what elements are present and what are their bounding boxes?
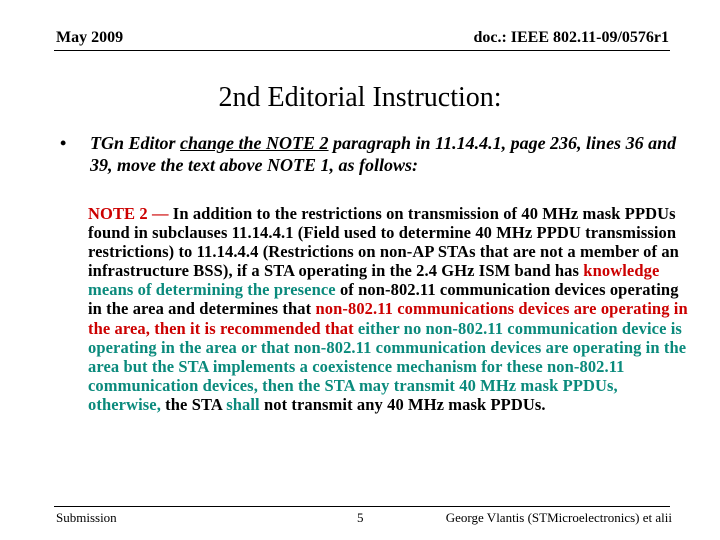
note-segment: not transmit any 40 MHz mask PPDUs. [259, 394, 546, 414]
note-segment: of non-802.11 communication devices operating in the area and determines that [88, 280, 679, 319]
header-date: May 2009 [56, 29, 124, 46]
header-doc-id: doc.: IEEE 802.11-09/0576r1 [473, 29, 669, 46]
bullet-marker: • [60, 133, 67, 153]
note-segment: knowledge [583, 261, 660, 281]
note-paragraph [88, 204, 688, 414]
bullet-text-part2: paragraph in 11.14.4.1, page 236, lines 36 and 39, move the text above NOTE 1, as follows: [90, 133, 677, 175]
slide-title: 2nd Editorial Instruction: [218, 82, 502, 113]
note-segment: means of determining the presence [88, 280, 336, 300]
note-segment: either no non-802.11 communication device is operating in the area or that non-802.11 communication devices are operating in the area but the STA implements a coexistence mechanism for these non-802.11 communication devices, then the STA may transmit 40 MHz mask PPDUs, otherwise, [88, 318, 687, 414]
note-segment: non-802.11 communications devices are operating in the area, then it is recommended that [88, 299, 688, 338]
footer-submission: Submission [56, 510, 117, 525]
note-segment: shall [226, 394, 260, 414]
bullet-item [60, 132, 680, 176]
header-divider [54, 50, 670, 51]
bullet-text-part1: TGn Editor [90, 133, 181, 153]
bullet-text-underlined: change the NOTE 2 [180, 133, 329, 153]
footer-page-number: 5 [357, 510, 364, 525]
bullet-text [90, 132, 680, 176]
footer-author: George Vlantis (STMicroelectronics) et alii [445, 510, 672, 525]
note-segment: NOTE 2 — [88, 204, 173, 223]
footer-divider [54, 506, 670, 507]
note-segment: In addition to the restrictions on transmission of 40 MHz mask PPDUs found in subclauses 11.14.4.1 (Field used to determine 40 MHz PPDU transmission restrictions) to 11.14.4.4 (Restrictions on non-AP STAs that are not a member of an infrastructure BSS), if a STA operating in the 2.4 GHz ISM band has [88, 204, 679, 281]
note-segment: the STA [160, 394, 227, 414]
